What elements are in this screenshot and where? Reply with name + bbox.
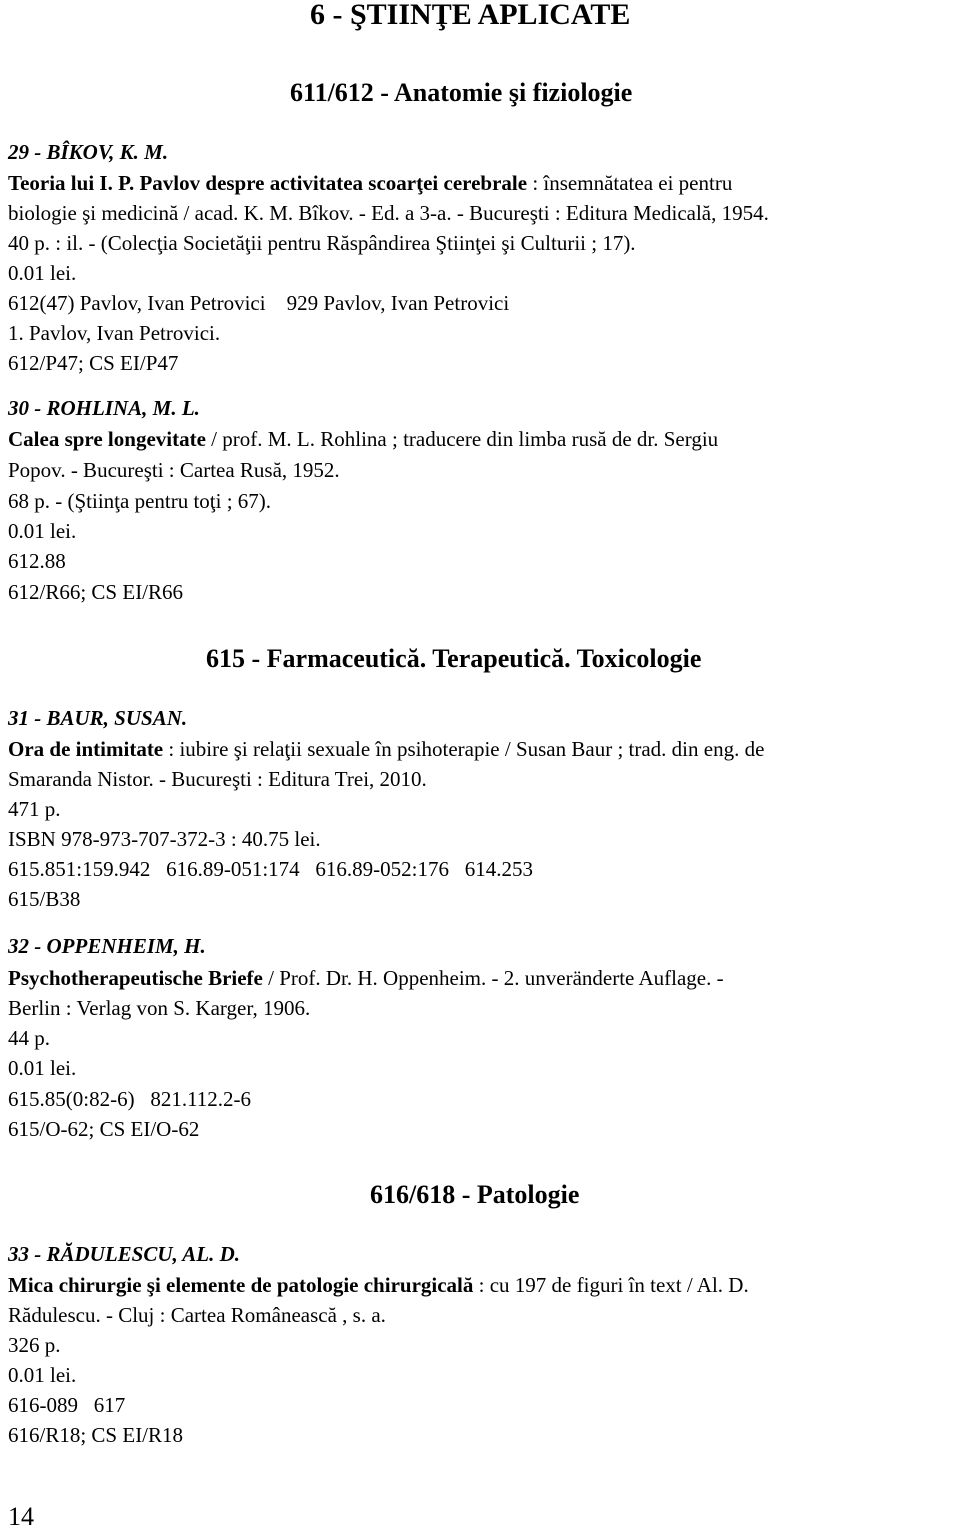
entry-line: Smaranda Nistor. - Bucureşti : Editura Trei, 2010. <box>8 767 427 791</box>
page-number: 14 <box>8 1502 34 1531</box>
entry-title: Teoria lui I. P. Pavlov despre activitatea scoarţei cerebrale <box>8 171 528 195</box>
entry-line: 615/O-62; CS EI/O-62 <box>8 1117 200 1141</box>
entry-line: 612/P47; CS EI/P47 <box>8 351 179 375</box>
entry-line: 616/R18; CS EI/R18 <box>8 1423 184 1447</box>
entry-title-rest: / prof. M. L. Rohlina ; traducere din limba rusă de dr. Sergiu <box>205 427 719 451</box>
entry-title: Mica chirurgie şi elemente de patologie chirurgicală <box>8 1273 474 1297</box>
entry-title-rest: : însemnătatea ei pentru <box>527 171 733 195</box>
entry-header: 32 - OPPENHEIM, H. <box>8 934 206 958</box>
entry-title-rest: : iubire şi relaţii sexuale în psihoterapie / Susan Baur ; trad. din eng. de <box>163 737 765 761</box>
entry-title: Calea spre longevitate <box>8 427 206 451</box>
section-heading-anatomie: 611/612 - Anatomie şi fiziologie <box>290 78 633 107</box>
entry-header: 31 - BAUR, SUSAN. <box>8 706 188 730</box>
entry-line: Rădulescu. - Cluj : Cartea Românească , s. a. <box>8 1303 386 1327</box>
entry-title: Ora de intimitate <box>8 737 164 761</box>
entry-line: 471 p. <box>8 797 61 821</box>
entry-line: 326 p. <box>8 1333 61 1357</box>
entry-line: 44 p. <box>8 1026 50 1050</box>
entry-title-line <box>8 1270 749 1300</box>
entry-title-line <box>8 168 732 198</box>
entry-line: 1. Pavlov, Ivan Petrovici. <box>8 321 221 345</box>
entry-line: 0.01 lei. <box>8 1363 77 1387</box>
section-heading-farmaceutica: 615 - Farmaceutică. Terapeutică. Toxicologie <box>206 644 702 673</box>
entry-line: 0.01 lei. <box>8 519 77 543</box>
entry-line: 68 p. - (Ştiinţa pentru toţi ; 67). <box>8 489 272 513</box>
chapter-title: 6 - ŞTIINŢE APLICATE <box>310 0 631 31</box>
entry-header: 29 - BÎKOV, K. M. <box>8 140 169 164</box>
entry-title-rest: : cu 197 de figuri în text / Al. D. <box>473 1273 749 1297</box>
entry-title-line <box>8 424 718 454</box>
entry-line: 615.85(0:82-6) 821.112.2-6 <box>8 1087 252 1111</box>
entry-line: 612/R66; CS EI/R66 <box>8 580 184 604</box>
section-heading-patologie: 616/618 - Patologie <box>370 1180 580 1209</box>
entry-line: 0.01 lei. <box>8 1056 77 1080</box>
entry-title-line <box>8 963 724 993</box>
entry-line: 612.88 <box>8 549 66 573</box>
entry-line: biologie şi medicină / acad. K. M. Bîkov. - Ed. a 3-a. - Bucureşti : Editura Medicală, 1954. <box>8 201 769 225</box>
entry-title-rest: / Prof. Dr. H. Oppenheim. - 2. unveränderte Auflage. - <box>262 966 724 990</box>
entry-line: 615/B38 <box>8 887 81 911</box>
entry-header: 30 - ROHLINA, M. L. <box>8 396 200 420</box>
entry-line: 616-089 617 <box>8 1393 126 1417</box>
entry-line: 615.851:159.942 616.89-051:174 616.89-052:176 614.253 <box>8 857 533 881</box>
entry-header: 33 - RĂDULESCU, AL. D. <box>8 1242 240 1266</box>
entry-title-line <box>8 734 764 764</box>
entry-line: 0.01 lei. <box>8 261 77 285</box>
entry-line: Popov. - Bucureşti : Cartea Rusă, 1952. <box>8 458 340 482</box>
entry-line: 612(47) Pavlov, Ivan Petrovici 929 Pavlov, Ivan Petrovici <box>8 291 510 315</box>
entry-line: 40 p. : il. - (Colecţia Societăţii pentru Răspândirea Ştiinţei şi Culturii ; 17). <box>8 231 636 255</box>
entry-line: Berlin : Verlag von S. Karger, 1906. <box>8 996 311 1020</box>
entry-title: Psychotherapeutische Briefe <box>8 966 263 990</box>
entry-line: ISBN 978-973-707-372-3 : 40.75 lei. <box>8 827 321 851</box>
